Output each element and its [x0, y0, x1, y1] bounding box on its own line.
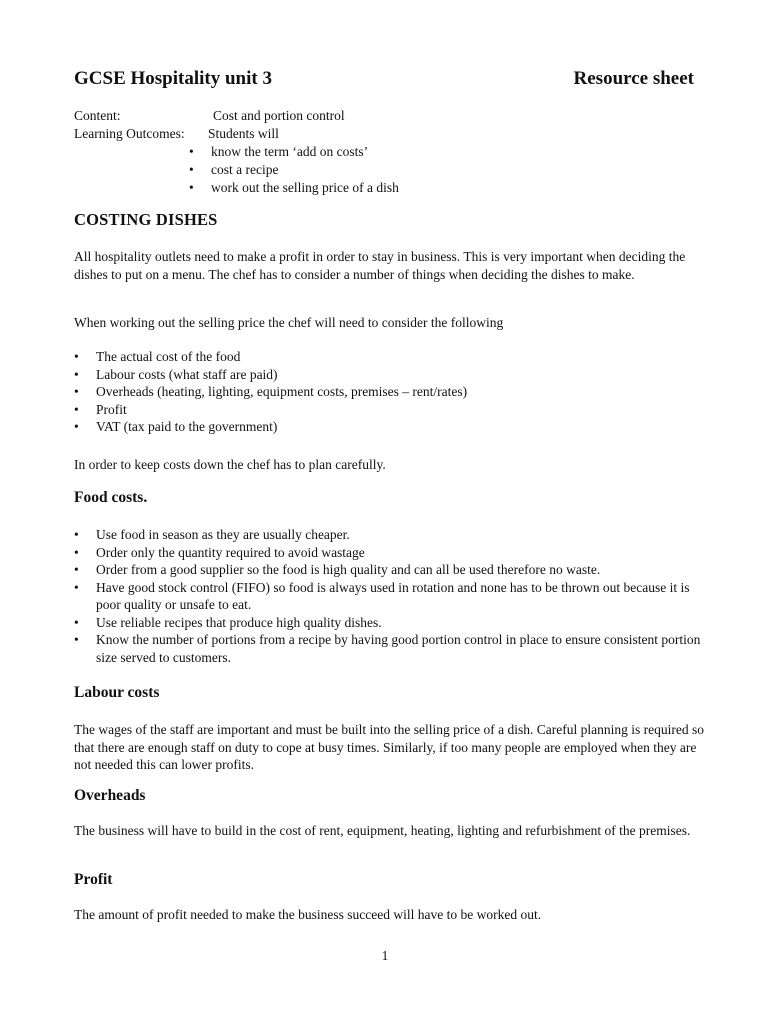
bullet-icon: • — [74, 632, 79, 647]
bullet-icon: • — [74, 384, 79, 399]
cost-factors-list — [74, 348, 704, 436]
bullet-icon: • — [74, 419, 79, 434]
labour-heading: Labour costs — [74, 684, 160, 701]
resource-sheet-label: Resource sheet — [573, 68, 694, 89]
list-item: • know the term ‘add on costs’ — [189, 144, 369, 159]
profit-heading: Profit — [74, 871, 113, 888]
list-item: • Have good stock control (FIFO) so food is always used in rotation and none has to be thrown out because it is poor quality or unsafe to eat. — [74, 579, 690, 612]
list-item: • work out the selling price of a dish — [189, 180, 399, 195]
bullet-icon: • — [74, 562, 79, 577]
content-label: Content: — [74, 108, 121, 123]
bullet-icon: • — [74, 366, 79, 382]
outcomes-label: Learning Outcomes: — [74, 126, 185, 141]
food-costs-list — [74, 526, 704, 666]
title-row — [74, 68, 694, 94]
outcomes-row — [74, 125, 694, 143]
content-row — [74, 107, 694, 125]
list-item: • The actual cost of the food — [74, 349, 241, 364]
content-value: Cost and portion control — [213, 108, 345, 123]
costing-consider: When working out the selling price the chef will need to consider the following — [74, 315, 504, 330]
plan-text: In order to keep costs down the chef has to plan carefully. — [74, 457, 386, 472]
list-item: • Labour costs (what staff are paid) — [74, 366, 278, 382]
page-number: 1 — [381, 948, 389, 963]
bullet-icon: • — [74, 349, 79, 364]
food-costs-heading: Food costs. — [74, 489, 148, 506]
outcomes-value: Students will — [208, 126, 279, 141]
bullet-icon: • — [74, 527, 79, 542]
list-item: • Order only the quantity required to avoid wastage — [74, 544, 365, 560]
overheads-text: The business will have to build in the cost of rent, equipment, heating, lighting and refurbishment of the premises. — [74, 823, 691, 838]
outcomes-list — [74, 143, 694, 197]
labour-text: The wages of the staff are important and must be built into the selling price of a dish. Careful planning is required so that there are enough staff on duty to cope at busy times. Similarly, if too many people are employed when they are not needed this can lower profits. — [74, 722, 704, 772]
overheads-heading: Overheads — [74, 787, 146, 804]
costing-heading: COSTING DISHES — [74, 210, 218, 229]
list-item: • Profit — [74, 401, 127, 417]
lesson-meta — [74, 107, 694, 197]
bullet-icon: • — [74, 579, 79, 595]
bullet-icon: • — [189, 162, 194, 177]
costing-intro: All hospitality outlets need to make a profit in order to stay in business. This is very important when deciding the dishes to put on a menu. The chef has to consider a number of things when deciding the dishes to make. — [74, 249, 686, 282]
list-item: • Overheads (heating, lighting, equipment costs, premises – rent/rates) — [74, 384, 468, 399]
list-item: • Use food in season as they are usually cheaper. — [74, 527, 350, 542]
bullet-icon: • — [189, 180, 194, 195]
list-item: • cost a recipe — [189, 162, 279, 177]
list-item: • Order from a good supplier so the food is high quality and can all be used therefore no waste. — [74, 562, 601, 577]
page-title: GCSE Hospitality unit 3 — [74, 68, 272, 89]
profit-text: The amount of profit needed to make the business succeed will have to be worked out. — [74, 907, 542, 922]
bullet-icon: • — [74, 614, 79, 630]
list-item: • VAT (tax paid to the government) — [74, 419, 278, 434]
bullet-icon: • — [74, 401, 79, 417]
bullet-icon: • — [189, 144, 194, 159]
bullet-icon: • — [74, 544, 79, 560]
list-item: • Use reliable recipes that produce high quality dishes. — [74, 614, 382, 630]
list-item: • Know the number of portions from a recipe by having good portion control in place to ensure consistent portion size served to customers. — [74, 632, 701, 665]
